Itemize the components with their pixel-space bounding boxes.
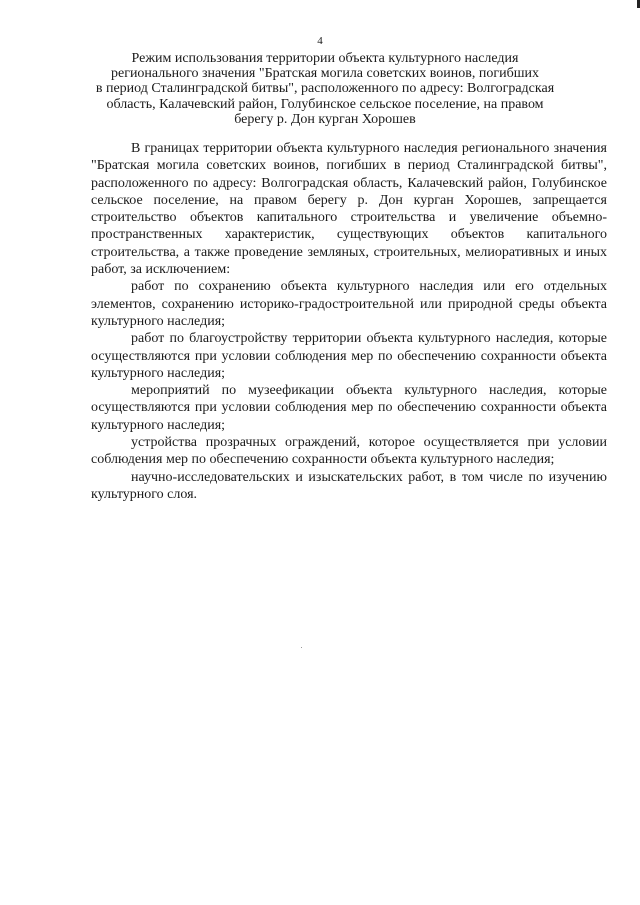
document-title [95, 51, 555, 127]
exception-item: работ по сохранению объекта культурного наследия или его отдельных элементов, сохранению историко-градостроительной или природной среды объекта культурного наследия; [91, 279, 607, 329]
scan-speck [301, 647, 302, 648]
title-line: регионального значения "Братская могила советских воинов, погибших [110, 66, 540, 82]
document-body [91, 140, 607, 503]
page-number: 4 [317, 35, 323, 47]
intro-paragraph: В границах территории объекта культурного наследия регионального значения "Братская могила советских воинов, погибших в период Сталинградской битвы", расположенного по адресу: Волгоградская область, Калачевский район, Голубинское сельское поселение, на правом берегу р. Дон курган Хорошев, запрещается строительство объектов капитального строительства и увеличение объемно-пространственных характеристик, существующих объектов капитального строительства, а также проведение земляных, строительных, мелиоративных и иных работ, за исключением: [91, 141, 607, 278]
title-line: область, Калачевский район, Голубинское сельское поселение, на правом [106, 96, 544, 112]
exception-item: мероприятий по музеефикации объекта культурного наследия, которые осуществляются при условии соблюдения мер по обеспечению сохранности объекта культурного наследия; [91, 383, 607, 433]
title-line: в период Сталинградской битвы", расположенного по адресу: Волгоградская [95, 81, 555, 97]
exception-item: научно-исследовательских и изыскательских работ, в том числе по изучению культурного слоя. [91, 469, 607, 502]
exception-item: устройства прозрачных ограждений, которое осуществляется при условии соблюдения мер по обеспечению сохранности объекта культурного наследия; [91, 435, 607, 468]
title-line: Режим использования территории объекта культурного наследия [131, 51, 519, 66]
title-line: берегу р. Дон курган Хорошев [234, 111, 416, 127]
exception-item: работ по благоустройству территории объекта культурного наследия, которые осуществляются при условии соблюдения мер по обеспечению сохранности объекта культурного наследия; [91, 331, 607, 381]
